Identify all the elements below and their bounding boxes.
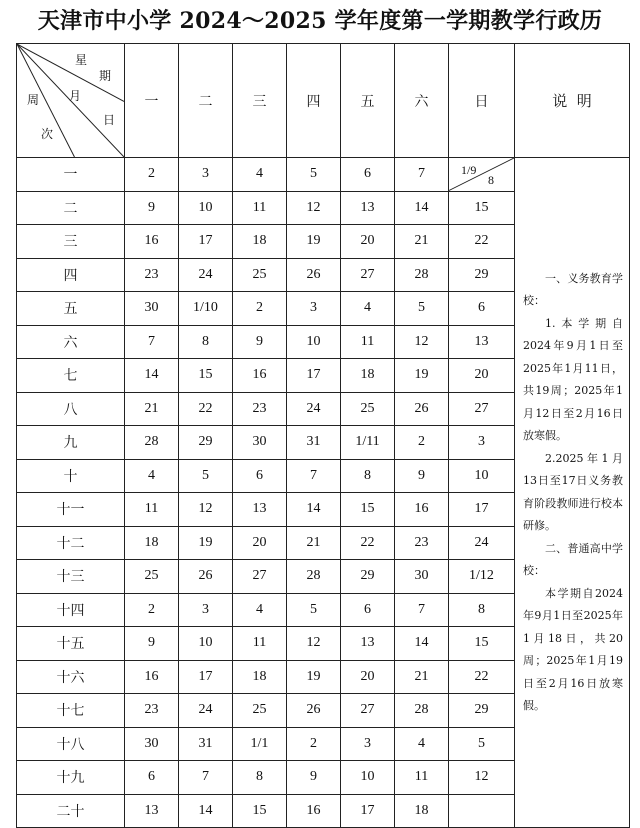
day-cell: 22	[449, 660, 515, 694]
day-cell: 25	[233, 694, 287, 728]
day-cell: 16	[395, 493, 449, 527]
day-cell: 3	[287, 292, 341, 326]
day-cell: 25	[125, 560, 179, 594]
day-cell: 26	[179, 560, 233, 594]
day-cell: 7	[395, 593, 449, 627]
week-number-cell: 七	[17, 359, 125, 393]
notes-paragraph: 2.2025年1月13日至17日义务教育阶段教师进行校本研修。	[523, 451, 623, 532]
page-title: 天津市中小学 2024～2025 学年度第一学期教学行政历	[37, 8, 603, 34]
split-date-upper: 1/9	[461, 163, 477, 177]
split-date-lower: 8	[488, 172, 494, 187]
day-cell: 27	[341, 258, 395, 292]
corner-label-week-2: 次	[41, 127, 54, 141]
day-cell: 22	[341, 526, 395, 560]
corner-label-weekday-2: 期	[99, 69, 112, 83]
day-cell: 29	[341, 560, 395, 594]
day-cell: 28	[287, 560, 341, 594]
week-number-cell: 二十	[17, 794, 125, 828]
day-cell: 14	[125, 359, 179, 393]
notes-paragraph: 本学期自2024年9月1日至2025年1月18日，共20周；2025年1月19日至2月16日放寒假。	[523, 586, 623, 712]
day-cell: 8	[233, 761, 287, 795]
day-cell: 8	[179, 325, 233, 359]
day-cell: 23	[233, 392, 287, 426]
day-cell: 1/11	[341, 426, 395, 460]
day-cell: 14	[287, 493, 341, 527]
day-cell: 22	[449, 225, 515, 259]
week-number-cell: 十	[17, 459, 125, 493]
day-cell: 10	[179, 191, 233, 225]
day-cell: 28	[125, 426, 179, 460]
day-cell: 2	[233, 292, 287, 326]
day-cell: 4	[395, 727, 449, 761]
corner-label-weekday-1: 星	[75, 53, 88, 67]
day-cell: 3	[449, 426, 515, 460]
header-row	[17, 44, 630, 158]
day-cell: 14	[395, 191, 449, 225]
day-cell: 22	[179, 392, 233, 426]
day-cell: 5	[449, 727, 515, 761]
notes-text	[523, 268, 623, 718]
day-cell: 18	[125, 526, 179, 560]
week-number-cell: 一	[17, 158, 125, 192]
day-cell: 17	[341, 794, 395, 828]
header-day-thu: 四	[287, 44, 341, 158]
day-cell: 18	[341, 359, 395, 393]
day-cell: 1/10	[179, 292, 233, 326]
day-cell: 5	[287, 593, 341, 627]
day-cell: 19	[179, 526, 233, 560]
day-cell: 11	[233, 627, 287, 661]
day-cell: 20	[449, 359, 515, 393]
day-cell: 6	[449, 292, 515, 326]
corner-label-month: 月	[69, 89, 82, 103]
day-cell: 20	[341, 660, 395, 694]
day-cell: 2	[125, 158, 179, 192]
day-cell: 7	[125, 325, 179, 359]
table-row	[17, 158, 630, 192]
day-cell: 3	[179, 593, 233, 627]
week-number-cell: 十七	[17, 694, 125, 728]
notes-cell	[515, 158, 630, 828]
day-cell: 12	[287, 627, 341, 661]
day-cell: 10	[287, 325, 341, 359]
day-cell: 16	[233, 359, 287, 393]
week-number-cell: 八	[17, 392, 125, 426]
day-cell: 2	[395, 426, 449, 460]
week-number-cell: 六	[17, 325, 125, 359]
day-cell: 11	[341, 325, 395, 359]
day-cell: 6	[125, 761, 179, 795]
day-cell: 2	[125, 593, 179, 627]
week-number-cell: 十四	[17, 593, 125, 627]
day-cell: 15	[341, 493, 395, 527]
calendar-table	[16, 43, 630, 828]
day-cell: 19	[287, 660, 341, 694]
week-number-cell: 五	[17, 292, 125, 326]
week-number-cell: 十一	[17, 493, 125, 527]
corner-header-cell	[17, 44, 125, 158]
day-cell: 10	[449, 459, 515, 493]
week-number-cell: 九	[17, 426, 125, 460]
day-cell: 13	[125, 794, 179, 828]
day-cell: 14	[179, 794, 233, 828]
week-number-cell: 四	[17, 258, 125, 292]
day-cell: 31	[179, 727, 233, 761]
day-cell: 12	[449, 761, 515, 795]
day-cell: 13	[233, 493, 287, 527]
day-cell: 12	[179, 493, 233, 527]
day-cell: 30	[395, 560, 449, 594]
day-cell: 4	[233, 158, 287, 192]
header-notes: 说 明	[515, 44, 630, 158]
day-cell: 6	[341, 158, 395, 192]
header-day-sat: 六	[395, 44, 449, 158]
day-cell: 1/1	[233, 727, 287, 761]
day-cell: 8	[341, 459, 395, 493]
day-cell: 9	[395, 459, 449, 493]
day-cell: 18	[395, 794, 449, 828]
day-cell: 24	[449, 526, 515, 560]
day-cell: 5	[179, 459, 233, 493]
day-cell: 27	[341, 694, 395, 728]
header-day-tue: 二	[179, 44, 233, 158]
day-cell: 4	[341, 292, 395, 326]
corner-label-week-1: 周	[27, 93, 40, 107]
corner-label-day: 日	[103, 113, 116, 127]
day-cell: 23	[395, 526, 449, 560]
day-cell: 11	[233, 191, 287, 225]
day-cell: 10	[341, 761, 395, 795]
day-cell: 16	[125, 225, 179, 259]
day-cell: 9	[125, 627, 179, 661]
day-cell: 4	[233, 593, 287, 627]
day-cell: 24	[179, 694, 233, 728]
day-cell: 19	[395, 359, 449, 393]
day-cell: 13	[341, 191, 395, 225]
day-cell: 21	[395, 225, 449, 259]
day-cell: 29	[449, 694, 515, 728]
day-cell: 6	[233, 459, 287, 493]
day-cell: 15	[233, 794, 287, 828]
day-cell: 4	[125, 459, 179, 493]
day-cell: 28	[395, 694, 449, 728]
header-day-sun: 日	[449, 44, 515, 158]
day-cell: 17	[179, 225, 233, 259]
day-cell: 27	[233, 560, 287, 594]
week-number-cell: 十三	[17, 560, 125, 594]
day-cell: 7	[395, 158, 449, 192]
day-cell: 29	[179, 426, 233, 460]
day-cell: 30	[125, 292, 179, 326]
split-diagonal-line	[449, 158, 514, 191]
day-cell: 25	[233, 258, 287, 292]
day-cell: 16	[125, 660, 179, 694]
day-cell: 11	[125, 493, 179, 527]
day-cell: 6	[341, 593, 395, 627]
day-cell: 15	[449, 191, 515, 225]
day-cell: 17	[449, 493, 515, 527]
day-cell: 26	[287, 258, 341, 292]
day-cell: 17	[287, 359, 341, 393]
day-cell: 15	[179, 359, 233, 393]
day-cell: 21	[287, 526, 341, 560]
week-number-cell: 十六	[17, 660, 125, 694]
header-day-wed: 三	[233, 44, 287, 158]
day-cell: 30	[125, 727, 179, 761]
day-cell: 27	[449, 392, 515, 426]
day-cell: 9	[125, 191, 179, 225]
day-cell: 21	[395, 660, 449, 694]
day-cell: 26	[395, 392, 449, 426]
day-cell: 2	[287, 727, 341, 761]
day-cell: 8	[449, 593, 515, 627]
day-cell: 9	[233, 325, 287, 359]
day-cell: 9	[287, 761, 341, 795]
day-cell: 18	[233, 660, 287, 694]
week-number-cell: 十五	[17, 627, 125, 661]
day-cell: 20	[341, 225, 395, 259]
day-cell-split	[449, 158, 515, 192]
day-cell: 21	[125, 392, 179, 426]
day-cell: 5	[287, 158, 341, 192]
day-cell: 5	[395, 292, 449, 326]
day-cell: 30	[233, 426, 287, 460]
day-cell: 25	[341, 392, 395, 426]
calendar-body	[17, 158, 630, 828]
week-number-cell: 二	[17, 191, 125, 225]
day-cell: 10	[179, 627, 233, 661]
week-number-cell: 十九	[17, 761, 125, 795]
day-cell: 24	[179, 258, 233, 292]
day-cell: 13	[449, 325, 515, 359]
day-cell: 23	[125, 694, 179, 728]
day-cell: 1/12	[449, 560, 515, 594]
week-number-cell: 十八	[17, 727, 125, 761]
day-cell: 13	[341, 627, 395, 661]
week-number-cell: 三	[17, 225, 125, 259]
day-cell: 11	[395, 761, 449, 795]
day-cell: 12	[287, 191, 341, 225]
day-cell: 18	[233, 225, 287, 259]
day-cell: 20	[233, 526, 287, 560]
notes-paragraph: 一、义务教育学校：	[523, 271, 623, 307]
notes-paragraph: 1.本学期自2024年9月1日至2025年1月11日，共19周；2025年1月12日至2月16日放寒假。	[523, 316, 623, 442]
day-cell: 23	[125, 258, 179, 292]
day-cell: 12	[395, 325, 449, 359]
day-cell: 24	[287, 392, 341, 426]
day-cell: 17	[179, 660, 233, 694]
day-cell: 26	[287, 694, 341, 728]
day-cell: 29	[449, 258, 515, 292]
day-cell: 14	[395, 627, 449, 661]
day-cell: 28	[395, 258, 449, 292]
day-cell: 31	[287, 426, 341, 460]
week-number-cell: 十二	[17, 526, 125, 560]
day-cell: 3	[179, 158, 233, 192]
day-cell: 7	[179, 761, 233, 795]
header-day-fri: 五	[341, 44, 395, 158]
day-cell: 7	[287, 459, 341, 493]
day-cell: 3	[341, 727, 395, 761]
notes-paragraph: 二、普通高中学校：	[523, 541, 623, 577]
day-cell: 19	[287, 225, 341, 259]
day-cell: 15	[449, 627, 515, 661]
header-day-mon: 一	[125, 44, 179, 158]
day-cell: 16	[287, 794, 341, 828]
day-cell	[449, 794, 515, 828]
